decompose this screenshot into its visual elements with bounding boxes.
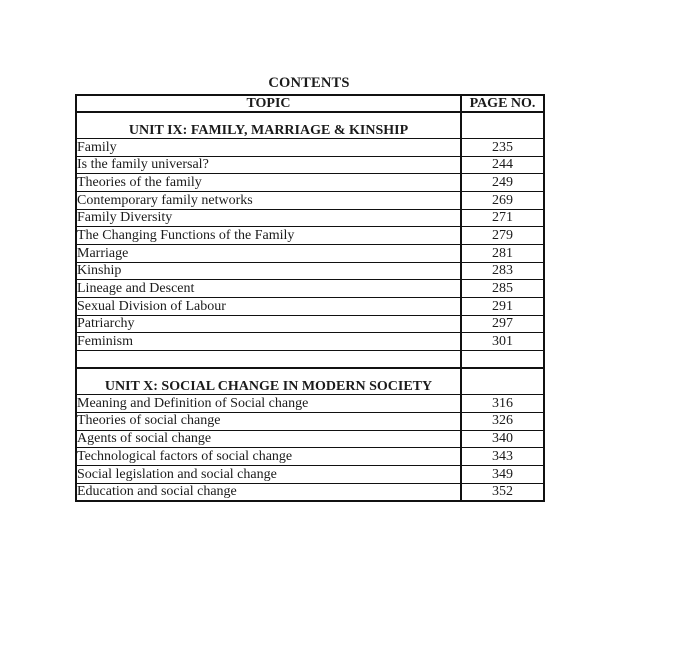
page-number-cell: 271 — [461, 209, 544, 227]
toc-row — [76, 430, 544, 448]
page-number-cell: 291 — [461, 298, 544, 316]
page-no-column-header: PAGE NO. — [461, 95, 544, 112]
toc-row — [76, 138, 544, 156]
topic-cell: Family Diversity — [76, 209, 461, 227]
toc-row — [76, 280, 544, 298]
toc-row — [76, 227, 544, 245]
toc-row — [76, 156, 544, 174]
topic-cell: Meaning and Definition of Social change — [76, 395, 461, 413]
toc-row — [76, 298, 544, 316]
unit-heading: UNIT IX: FAMILY, MARRIAGE & KINSHIP — [76, 112, 461, 139]
topic-cell: Social legislation and social change — [76, 465, 461, 483]
topic-cell: Theories of social change — [76, 412, 461, 430]
topic-cell: Marriage — [76, 245, 461, 263]
page-number-cell: 279 — [461, 227, 544, 245]
document-page — [75, 0, 543, 502]
toc-row — [76, 448, 544, 466]
page-number-cell: 244 — [461, 156, 544, 174]
topic-cell: Education and social change — [76, 483, 461, 501]
topic-cell: Agents of social change — [76, 430, 461, 448]
spacer-row — [76, 351, 544, 369]
page-number-cell: 326 — [461, 412, 544, 430]
toc-row — [76, 245, 544, 263]
toc-row — [76, 465, 544, 483]
page-number-cell: 349 — [461, 465, 544, 483]
toc-row — [76, 209, 544, 227]
unit-heading-page-cell — [461, 368, 544, 395]
page-number-cell: 283 — [461, 262, 544, 280]
contents-table — [75, 94, 545, 503]
page-number-cell: 343 — [461, 448, 544, 466]
topic-cell: The Changing Functions of the Family — [76, 227, 461, 245]
topic-column-header: TOPIC — [76, 95, 461, 112]
toc-row — [76, 412, 544, 430]
page-number-cell: 301 — [461, 333, 544, 351]
page-number-cell: 316 — [461, 395, 544, 413]
topic-cell: Patriarchy — [76, 315, 461, 333]
toc-row — [76, 262, 544, 280]
spacer-topic-cell — [76, 351, 461, 369]
topic-cell: Theories of the family — [76, 174, 461, 192]
page-number-cell: 269 — [461, 191, 544, 209]
page-number-cell: 352 — [461, 483, 544, 501]
page-number-cell: 285 — [461, 280, 544, 298]
spacer-page-cell — [461, 351, 544, 369]
toc-row — [76, 395, 544, 413]
page-number-cell: 297 — [461, 315, 544, 333]
table-header-row — [76, 95, 544, 112]
unit-heading-page-cell — [461, 112, 544, 139]
page-number-cell: 340 — [461, 430, 544, 448]
topic-cell: Contemporary family networks — [76, 191, 461, 209]
page-number-cell: 235 — [461, 138, 544, 156]
topic-cell: Family — [76, 138, 461, 156]
page-number-cell: 249 — [461, 174, 544, 192]
toc-row — [76, 191, 544, 209]
toc-row — [76, 483, 544, 501]
topic-cell: Is the family universal? — [76, 156, 461, 174]
topic-cell: Sexual Division of Labour — [76, 298, 461, 316]
contents-title: CONTENTS — [268, 75, 350, 91]
unit-heading-row — [76, 112, 544, 139]
table-body — [76, 112, 544, 501]
page-number-cell: 281 — [461, 245, 544, 263]
topic-cell: Lineage and Descent — [76, 280, 461, 298]
topic-cell: Feminism — [76, 333, 461, 351]
unit-heading: UNIT X: SOCIAL CHANGE IN MODERN SOCIETY — [76, 368, 461, 395]
toc-row — [76, 315, 544, 333]
topic-cell: Technological factors of social change — [76, 448, 461, 466]
unit-heading-row — [76, 368, 544, 395]
toc-row — [76, 333, 544, 351]
toc-row — [76, 174, 544, 192]
topic-cell: Kinship — [76, 262, 461, 280]
